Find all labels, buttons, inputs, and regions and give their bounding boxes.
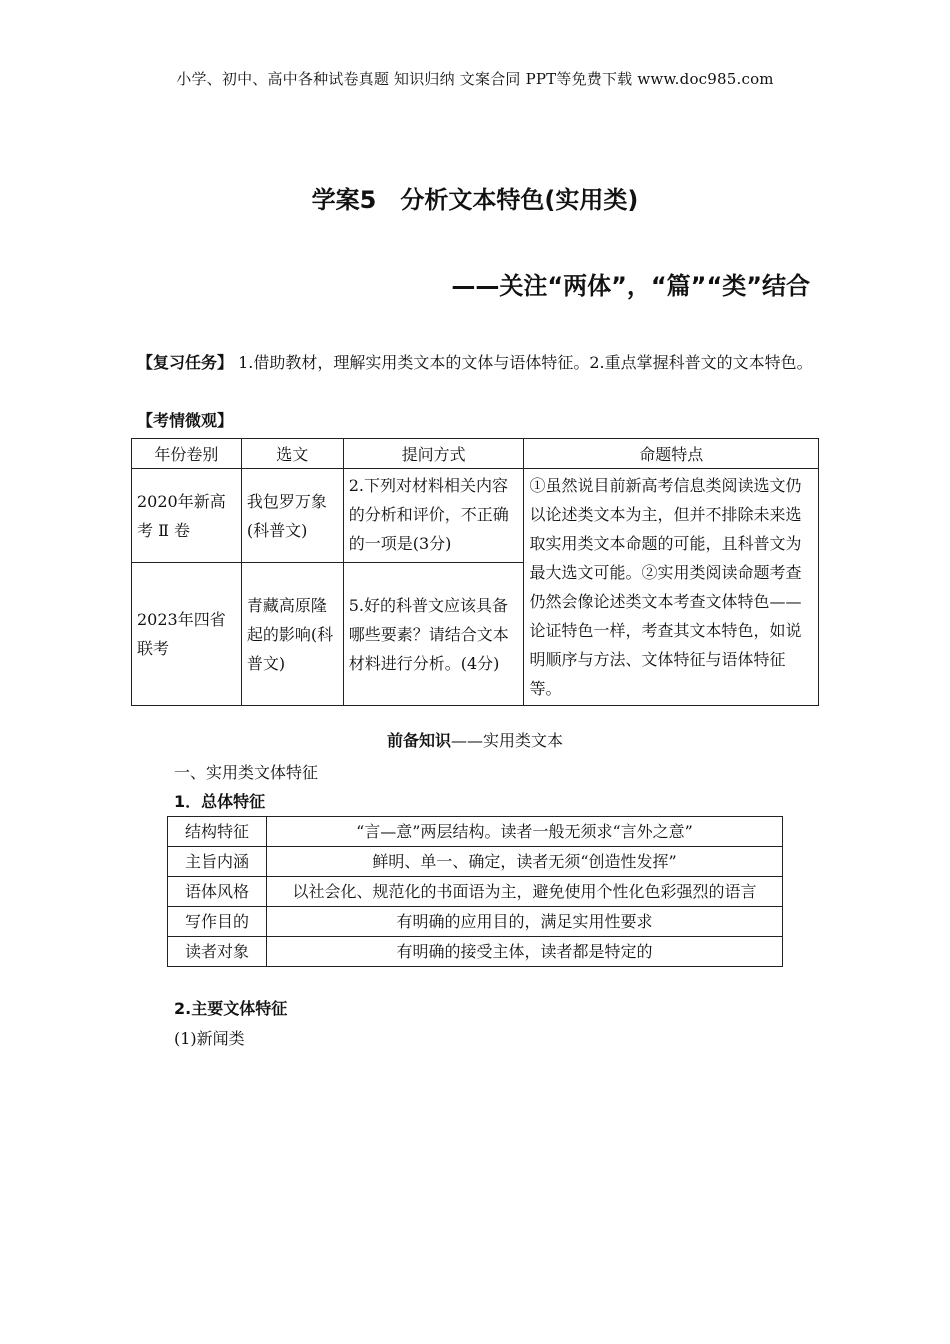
exam-table-header: 选文: [241, 439, 343, 469]
features-table: [167, 816, 783, 967]
exam-question-cell: 2.下列对材料相关内容的分析和评价，不正确的一项是(3分): [343, 469, 524, 563]
table-row: [168, 877, 783, 907]
heading-4: (1)新闻类: [174, 1029, 245, 1048]
section-title-bold: 前备知识: [386, 731, 451, 750]
table-row: [132, 469, 819, 563]
feature-key: 读者对象: [168, 937, 267, 967]
feature-value: 以社会化、规范化的书面语为主，避免使用个性化色彩强烈的语言: [267, 877, 783, 907]
table-row: [168, 817, 783, 847]
feature-key: 语体风格: [168, 877, 267, 907]
exam-table-header-row: [132, 439, 819, 469]
page-subtitle: ——关注“两体”，“篇”“类”结合: [451, 272, 810, 300]
feature-key: 写作目的: [168, 907, 267, 937]
exam-table-header: 命题特点: [524, 439, 819, 469]
page-header: 小学、初中、高中各种试卷真题 知识归纳 文案合同 PPT等免费下载 www.doc985.com: [176, 70, 774, 88]
feature-key: 主旨内涵: [168, 847, 267, 877]
table-row: [168, 847, 783, 877]
review-task: [137, 348, 817, 377]
heading-3: 2.主要文体特征: [174, 999, 288, 1018]
exam-year-cell: 2023年四省联考: [132, 563, 242, 706]
exam-table-header: 年份卷别: [132, 439, 242, 469]
section-title-rest: ——实用类文本: [451, 731, 564, 750]
section-title: [0, 728, 950, 751]
feature-value: 鲜明、单一、确定，读者无须“创造性发挥”: [267, 847, 783, 877]
exam-question-cell: 5.好的科普文应该具备哪些要素？请结合文本材料进行分析。(4分): [343, 563, 524, 706]
feature-value: 有明确的应用目的，满足实用性要求: [267, 907, 783, 937]
heading-1: 一、实用类文体特征: [174, 763, 319, 782]
review-task-text: 1.借助教材，理解实用类文本的文体与语体特征。2.重点掌握科普文的文本特色。: [238, 353, 813, 372]
exam-text-cell: 我包罗万象(科普文): [241, 469, 343, 563]
table-row: [168, 907, 783, 937]
page-title: 学案5 分析文本特色(实用类): [311, 186, 639, 214]
feature-key: 结构特征: [168, 817, 267, 847]
heading-2: 1．总体特征: [174, 792, 266, 811]
exam-text-cell: 青藏高原隆起的影响(科普文): [241, 563, 343, 706]
feature-value: 有明确的接受主体，读者都是特定的: [267, 937, 783, 967]
exam-year-cell: 2020年新高考 Ⅱ 卷: [132, 469, 242, 563]
exam-table: [131, 438, 819, 706]
exam-view-tag: 【考情微观】: [137, 411, 234, 430]
exam-table-header: 提问方式: [343, 439, 524, 469]
feature-value: “言—意”两层结构。读者一般无须求“言外之意”: [267, 817, 783, 847]
exam-features-cell: ①虽然说目前新高考信息类阅读选文仍以论述类文本为主，但并不排除未来选取实用类文本命题的可能，且科普文为最大选文可能。②实用类阅读命题考查仍然会像论述类文本考查文体特色——论证特色一样，考查其文本特色，如说明顺序与方法、文体特征与语体特征等。: [524, 469, 819, 706]
review-task-tag: 【复习任务】: [137, 353, 234, 372]
table-row: [168, 937, 783, 967]
